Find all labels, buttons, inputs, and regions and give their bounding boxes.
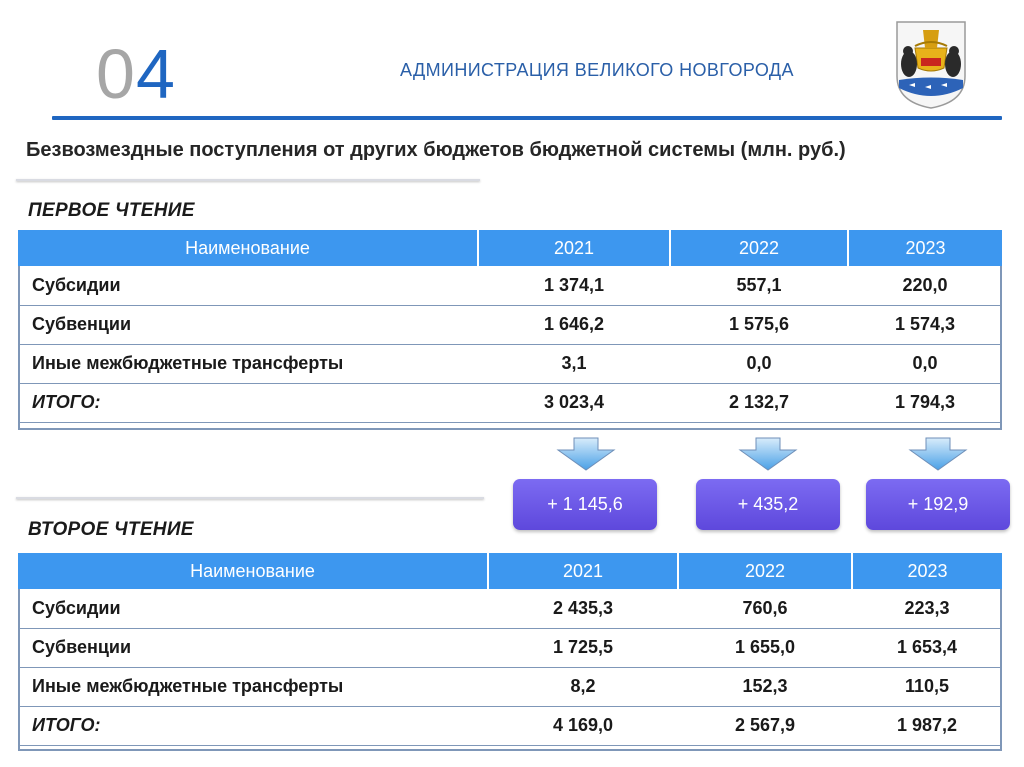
- cell-2021: 1 725,5: [488, 628, 678, 667]
- header-2021: 2021: [478, 230, 670, 266]
- cell-2023: 1 574,3: [848, 305, 1002, 344]
- slide-number: [96, 34, 176, 114]
- cell-2022: 2 567,9: [678, 706, 852, 745]
- table-row: [18, 667, 1002, 706]
- cell-2023: 220,0: [848, 266, 1002, 305]
- arrow-down-icon: [906, 436, 970, 472]
- second-reading-title: ВТОРОЕ ЧТЕНИЕ: [28, 519, 194, 540]
- row-name: Иные межбюджетные трансферты: [18, 344, 478, 383]
- header-2022: 2022: [670, 230, 848, 266]
- section-divider: [16, 497, 484, 499]
- arrow-down-icon: [554, 436, 618, 472]
- change-2023: + 192,9: [866, 479, 1010, 530]
- organization-name: АДМИНИСТРАЦИЯ ВЕЛИКОГО НОВГОРОДА: [400, 60, 794, 80]
- row-name: Иные межбюджетные трансферты: [18, 667, 488, 706]
- first-reading-table: [18, 230, 1002, 423]
- cell-2023: 223,3: [852, 589, 1002, 628]
- table-row: [18, 266, 1002, 305]
- cell-2021: 1 374,1: [478, 266, 670, 305]
- page-subtitle: Безвозмездные поступления от других бюджетов бюджетной системы (млн. руб.): [26, 139, 846, 161]
- header-2023: 2023: [852, 553, 1002, 589]
- slide-number-prefix: 0: [96, 35, 136, 113]
- header-2022: 2022: [678, 553, 852, 589]
- cell-2022: 557,1: [670, 266, 848, 305]
- change-2021: + 1 145,6: [513, 479, 657, 530]
- cell-2023: 110,5: [852, 667, 1002, 706]
- total-row: [18, 383, 1002, 422]
- header-2021: 2021: [488, 553, 678, 589]
- table-row: [18, 344, 1002, 383]
- table-row: [18, 305, 1002, 344]
- row-name: Субсидии: [18, 266, 478, 305]
- cell-2022: 152,3: [678, 667, 852, 706]
- first-reading-title: ПЕРВОЕ ЧТЕНИЕ: [28, 200, 195, 221]
- second-reading-table: [18, 553, 1002, 746]
- row-name: ИТОГО:: [18, 706, 488, 745]
- row-name: Субвенции: [18, 628, 488, 667]
- header-divider: [52, 116, 1002, 120]
- row-name: ИТОГО:: [18, 383, 478, 422]
- cell-2022: 1 575,6: [670, 305, 848, 344]
- table-row: [18, 628, 1002, 667]
- row-name: Субсидии: [18, 589, 488, 628]
- cell-2022: 760,6: [678, 589, 852, 628]
- cell-2022: 0,0: [670, 344, 848, 383]
- subtitle-divider: [16, 179, 480, 181]
- cell-2021: 3,1: [478, 344, 670, 383]
- table-header-row: [18, 230, 1002, 266]
- cell-2023: 1 987,2: [852, 706, 1002, 745]
- cell-2022: 2 132,7: [670, 383, 848, 422]
- header-name: Наименование: [18, 230, 478, 266]
- row-name: Субвенции: [18, 305, 478, 344]
- coat-of-arms-icon: [893, 18, 969, 110]
- cell-2021: 8,2: [488, 667, 678, 706]
- cell-2021: 4 169,0: [488, 706, 678, 745]
- header-name: Наименование: [18, 553, 488, 589]
- cell-2023: 1 794,3: [848, 383, 1002, 422]
- cell-2022: 1 655,0: [678, 628, 852, 667]
- table-row: [18, 589, 1002, 628]
- change-2022: + 435,2: [696, 479, 840, 530]
- cell-2021: 2 435,3: [488, 589, 678, 628]
- total-row: [18, 706, 1002, 745]
- arrow-down-icon: [736, 436, 800, 472]
- header-2023: 2023: [848, 230, 1002, 266]
- table-header-row: [18, 553, 1002, 589]
- cell-2023: 1 653,4: [852, 628, 1002, 667]
- slide-number-suffix: 4: [135, 35, 176, 113]
- cell-2021: 3 023,4: [478, 383, 670, 422]
- cell-2023: 0,0: [848, 344, 1002, 383]
- cell-2021: 1 646,2: [478, 305, 670, 344]
